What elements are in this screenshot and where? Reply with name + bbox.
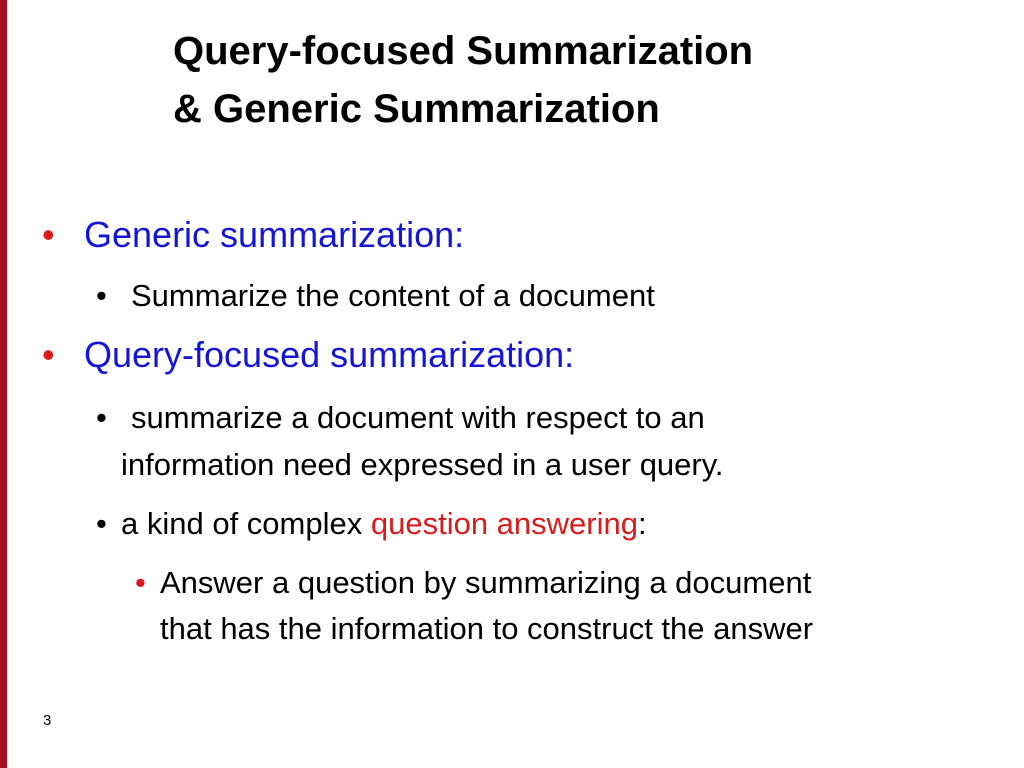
bullet-complex-qa bbox=[121, 506, 647, 542]
page-number: 3 bbox=[43, 712, 52, 729]
bullet-summarize-content: Summarize the content of a document bbox=[131, 278, 655, 313]
slide-title bbox=[173, 22, 973, 138]
title-line-1: Query-focused Summarization bbox=[173, 29, 754, 73]
bullet-icon: • bbox=[42, 334, 55, 375]
bullet-summarize-wrt-query-line2: information need expressed in a user query. bbox=[121, 447, 724, 482]
bullet-generic-summarization: Generic summarization: bbox=[84, 214, 465, 255]
bullet-summarize-wrt-query-line1: summarize a document with respect to an bbox=[131, 400, 705, 435]
slide-accent-bar bbox=[0, 0, 7, 768]
bullet-icon: • bbox=[96, 506, 107, 541]
bullet-icon: • bbox=[135, 565, 146, 600]
bullet-answer-question-line2: that has the information to construct the answer bbox=[160, 611, 814, 646]
bullet-complex-qa-suffix: : bbox=[637, 506, 647, 541]
title-line-2: & Generic Summarization bbox=[173, 87, 660, 131]
bullet-icon: • bbox=[42, 214, 55, 255]
bullet-query-focused-summarization: Query-focused summarization: bbox=[84, 334, 575, 375]
bullet-complex-qa-prefix: a kind of complex bbox=[121, 506, 371, 541]
question-answering-highlight: question answering bbox=[370, 506, 638, 541]
bullet-answer-question-line1: Answer a question by summarizing a document bbox=[160, 565, 812, 600]
bullet-icon: • bbox=[96, 400, 107, 435]
bullet-icon: • bbox=[96, 278, 107, 313]
